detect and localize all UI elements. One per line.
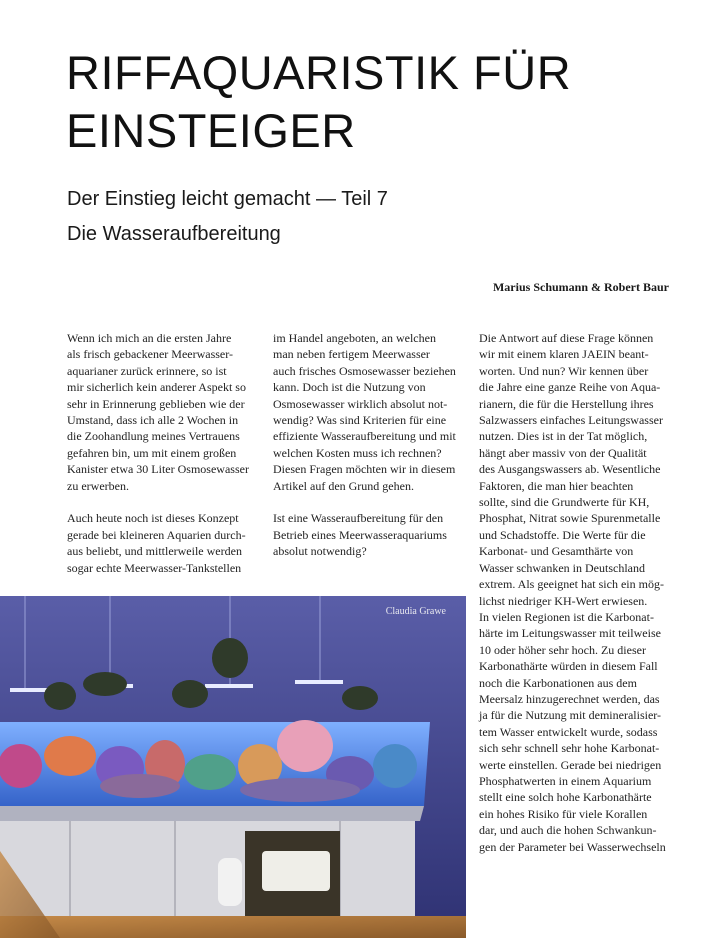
text-line: 10 oder höher sehr hoch. Zu dieser xyxy=(479,642,646,657)
text-line: Artikel auf den Grund gehen. xyxy=(273,478,414,493)
text-line: ja für die Nutzung mit demineralisier- xyxy=(479,708,662,723)
article-title xyxy=(66,44,676,160)
text-line: wendig? Was sind Kriterien für eine xyxy=(273,413,447,428)
text-line: gefahren bin, um mit einem großen xyxy=(67,445,237,460)
text-line: härte im Leitungswasser mit teilweise xyxy=(479,626,661,641)
text-line: extrem. Als geeignet hat sich ein mög- xyxy=(479,577,664,592)
title-line-2: EINSTEIGER xyxy=(66,104,356,157)
text-line: sich sehr schnell sehr hohe Karbonat- xyxy=(479,741,660,756)
humidifier xyxy=(218,858,242,906)
text-line: lichst niedriger KH-Wert erwiesen. xyxy=(479,593,648,608)
aquarium-illustration xyxy=(0,596,466,938)
text-line: ein hohes Risiko für viele Korallen xyxy=(479,806,648,821)
text-line: aus beliebt, und mittlerweile werden xyxy=(67,544,242,559)
text-line: auch frisches Osmosewasser beziehen xyxy=(273,363,456,378)
text-line: welchen Kosten muss ich rechnen? xyxy=(273,445,442,460)
text-line: Umstand, dass ich alle 2 Wochen in xyxy=(67,413,239,428)
text-column-1 xyxy=(67,330,259,576)
text-line: im Handel angeboten, an welchen xyxy=(273,331,436,345)
text-line: die Jahre eine ganze Reihe von Aqua- xyxy=(479,380,661,395)
text-line: man neben fertigem Meerwasser xyxy=(273,347,430,362)
text-line: Betrieb eines Meerwasseraquariums xyxy=(273,527,447,542)
title-line-1: RIFFAQUARISTIK FÜR xyxy=(66,46,572,99)
section-heading: Die Wasseraufbereitung xyxy=(67,223,281,245)
text-line: zu erwerben. xyxy=(67,478,129,493)
text-line: gen der Parameter bei Wasserwechseln xyxy=(479,839,666,854)
text-line: und Schadstoffe. Die Werte für die xyxy=(479,527,646,542)
basket xyxy=(262,851,330,891)
text-line: Wenn ich mich an die ersten Jahre xyxy=(67,331,232,345)
text-line: Ist eine Wasseraufbereitung für den xyxy=(273,511,444,526)
text-line: Wasser schwanken in Deutschland xyxy=(479,560,645,575)
text-line: als frisch gebackener Meerwasser- xyxy=(67,347,234,362)
photo-credit: Claudia Grawe xyxy=(385,606,446,617)
text-line: sogar echte Meerwasser-Tankstellen xyxy=(67,560,242,575)
text-line: die Zoohandlung meines Vertrauens xyxy=(67,429,240,444)
text-line: Phosphat, Nitrat sowie Spurenmetalle xyxy=(479,511,661,526)
author-byline: Marius Schumann & Robert Baur xyxy=(492,280,669,294)
text-line: stellt eine solch hohe Karbonathärte xyxy=(479,790,652,805)
text-line: werte einstellen. Gerade bei niedrigen xyxy=(479,757,662,772)
text-line: kann. Doch ist die Nutzung von xyxy=(273,380,426,395)
text-line: gerade bei kleineren Aquarien durch- xyxy=(67,527,246,542)
text-line: sollte, sind die Grundwerte für KH, xyxy=(479,495,650,510)
text-line: Karbonathärte würden in diesem Fall xyxy=(479,659,658,674)
text-line: Faktoren, die man hier beachten xyxy=(479,478,634,493)
text-column-2 xyxy=(273,330,465,560)
text-line: absolut notwendig? xyxy=(273,544,367,559)
text-line: Meersalz hinzugerechnet werden, das xyxy=(479,691,660,706)
paragraph xyxy=(273,510,465,559)
text-column-3 xyxy=(479,330,671,855)
aquarium-photo xyxy=(0,596,466,938)
text-line: worten. Und nun? Wir kennen über xyxy=(479,363,649,378)
text-line: rianern, die für die Herstellung ihres xyxy=(479,396,654,411)
floor xyxy=(0,916,466,938)
text-line: des Ausgangswassers ab. Wesentliche xyxy=(479,462,661,477)
paragraph xyxy=(479,330,671,855)
text-line: mir sicherlich kein anderer Aspekt so xyxy=(67,380,246,395)
cabinet xyxy=(0,821,415,916)
text-line: Auch heute noch ist dieses Konzept xyxy=(67,511,239,526)
text-line: In vielen Regionen ist die Karbonat- xyxy=(479,609,654,624)
text-line: dar, und auch die hohen Schwankun- xyxy=(479,823,657,838)
tank-rim xyxy=(0,806,424,821)
paragraph xyxy=(67,330,259,494)
text-line: nutzen. Dies ist in der Tat möglich, xyxy=(479,429,648,444)
text-line: tem Wasser entwickelt wurde, sodass xyxy=(479,724,658,739)
text-line: wir mit einem klaren JAEIN beant- xyxy=(479,347,649,362)
text-line: Salzwassers einfaches Leitungswasser xyxy=(479,413,663,428)
text-line: Osmosewasser wirklich absolut not- xyxy=(273,396,448,411)
text-line: Die Antwort auf diese Frage können xyxy=(479,331,654,345)
text-line: noch die Karbonationen aus dem xyxy=(479,675,637,690)
paragraph xyxy=(67,510,259,576)
text-line: sehr in Erinnerung geblieben wie der xyxy=(67,396,245,411)
paragraph xyxy=(273,330,465,494)
article-subtitle: Der Einstieg leicht gemacht — Teil 7 xyxy=(67,188,388,210)
text-line: aquarianer zurück erinnere, so ist xyxy=(67,363,227,378)
text-line: Phosphatwerten in einem Aquarium xyxy=(479,773,652,788)
text-line: effiziente Wasseraufbereitung und mit xyxy=(273,429,456,444)
text-line: hängt aber massiv von der Qualität xyxy=(479,445,647,460)
text-line: Karbonat- und Gesamthärte von xyxy=(479,544,634,559)
text-line: Kanister etwa 30 Liter Osmosewasser xyxy=(67,462,249,477)
text-line: Diesen Fragen möchten wir in diesem xyxy=(273,462,456,477)
